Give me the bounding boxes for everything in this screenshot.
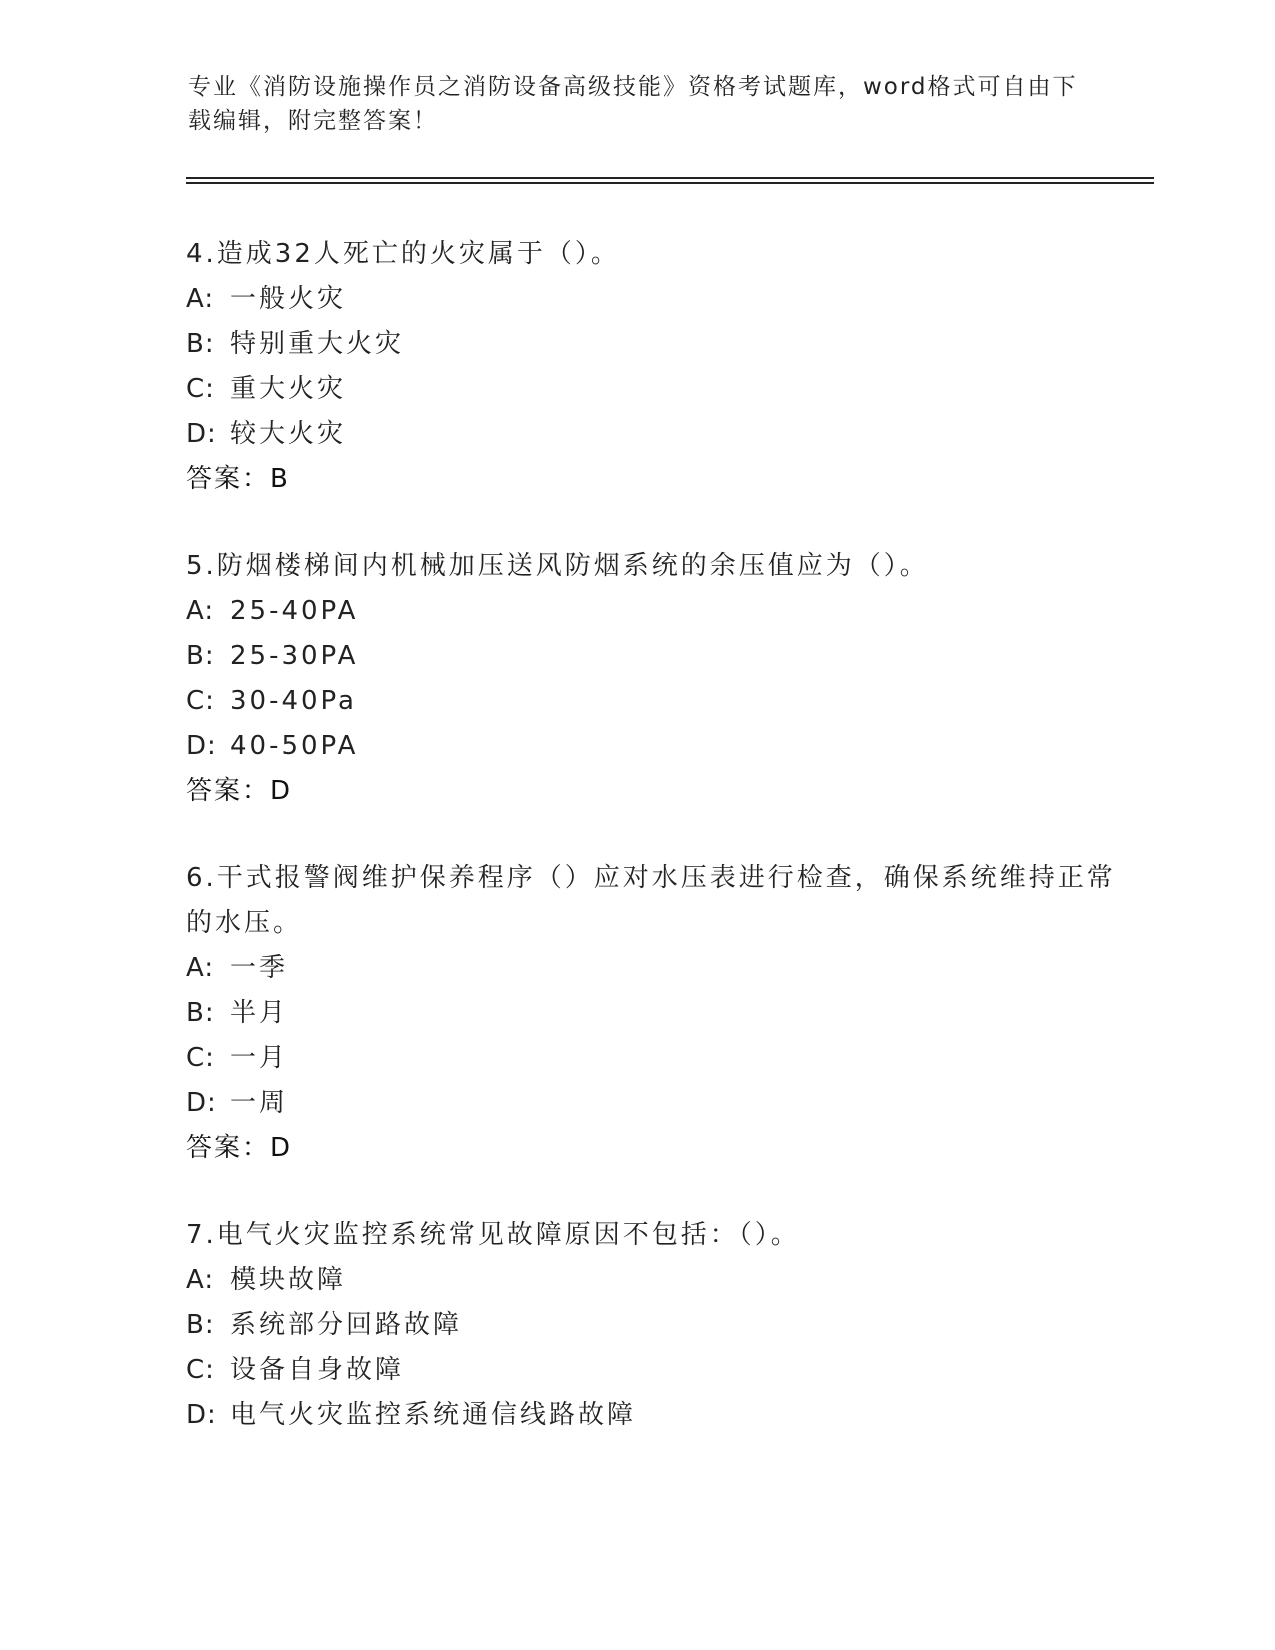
- question-text: 4.造成32人死亡的火灾属于（）。: [186, 239, 620, 269]
- option-letter: C:: [186, 374, 215, 404]
- option-letter: D:: [186, 419, 217, 449]
- question-item: [186, 856, 1126, 1171]
- option-letter: B:: [186, 998, 215, 1028]
- header-divider-top: [186, 177, 1154, 179]
- option-text: 设备自身故障: [230, 1355, 405, 1385]
- option-letter: D:: [186, 1400, 217, 1430]
- option-letter: C:: [186, 1043, 215, 1073]
- option-text: 30-40Pa: [230, 686, 357, 716]
- option-text: 半月: [230, 998, 289, 1028]
- option-text: 模块故障: [230, 1265, 347, 1295]
- option-a: [186, 946, 1126, 991]
- option-letter: A:: [186, 284, 215, 314]
- option-letter: A:: [186, 596, 215, 626]
- option-text: 一周: [230, 1088, 289, 1118]
- option-d: [186, 1081, 1126, 1126]
- option-text: 电气火灾监控系统通信线路故障: [230, 1400, 637, 1430]
- option-d: [186, 1393, 1126, 1438]
- option-letter: B:: [186, 329, 215, 359]
- answer-line: 答案：D: [186, 1133, 293, 1163]
- question-item: [186, 232, 1126, 502]
- option-d: [186, 412, 1126, 457]
- answer-line: 答案：D: [186, 776, 293, 806]
- option-letter: C:: [186, 1355, 215, 1385]
- option-text: 40-50PA: [230, 731, 359, 761]
- question-text: 6.干式报警阀维护保养程序（）应对水压表进行检查，确保系统维持正常的水压。: [186, 863, 1116, 938]
- option-a: [186, 1258, 1126, 1303]
- answer-line: 答案：B: [186, 464, 290, 494]
- option-letter: C:: [186, 686, 215, 716]
- option-text: 系统部分回路故障: [230, 1310, 463, 1340]
- option-c: [186, 679, 1126, 724]
- option-text: 重大火灾: [230, 374, 347, 404]
- option-a: [186, 277, 1126, 322]
- option-text: 25-40PA: [230, 596, 359, 626]
- option-letter: B:: [186, 641, 215, 671]
- option-c: [186, 1348, 1126, 1393]
- option-d: [186, 724, 1126, 769]
- option-text: 25-30PA: [230, 641, 359, 671]
- option-text: 一般火灾: [230, 284, 347, 314]
- option-b: [186, 634, 1126, 679]
- question-text: 5.防烟楼梯间内机械加压送风防烟系统的余压值应为（）。: [186, 551, 929, 581]
- option-letter: D:: [186, 731, 217, 761]
- option-text: 一月: [230, 1043, 289, 1073]
- option-c: [186, 1036, 1126, 1081]
- option-letter: B:: [186, 1310, 215, 1340]
- header-divider-bottom: [186, 182, 1154, 184]
- option-text: 特别重大火灾: [230, 329, 405, 359]
- option-b: [186, 1303, 1126, 1348]
- option-letter: A:: [186, 1265, 215, 1295]
- question-item: [186, 1213, 1126, 1438]
- option-b: [186, 991, 1126, 1036]
- option-letter: D:: [186, 1088, 217, 1118]
- document-header: 专业《消防设施操作员之消防设备高级技能》资格考试题库，word格式可自由下载编辑，附完整答案！: [188, 74, 1078, 134]
- option-letter: A:: [186, 953, 215, 983]
- option-b: [186, 322, 1126, 367]
- option-c: [186, 367, 1126, 412]
- option-a: [186, 589, 1126, 634]
- question-text: 7.电气火灾监控系统常见故障原因不包括：（）。: [186, 1220, 800, 1250]
- option-text: 一季: [230, 953, 289, 983]
- question-item: [186, 544, 1126, 814]
- question-list: [186, 232, 1126, 1480]
- option-text: 较大火灾: [230, 419, 347, 449]
